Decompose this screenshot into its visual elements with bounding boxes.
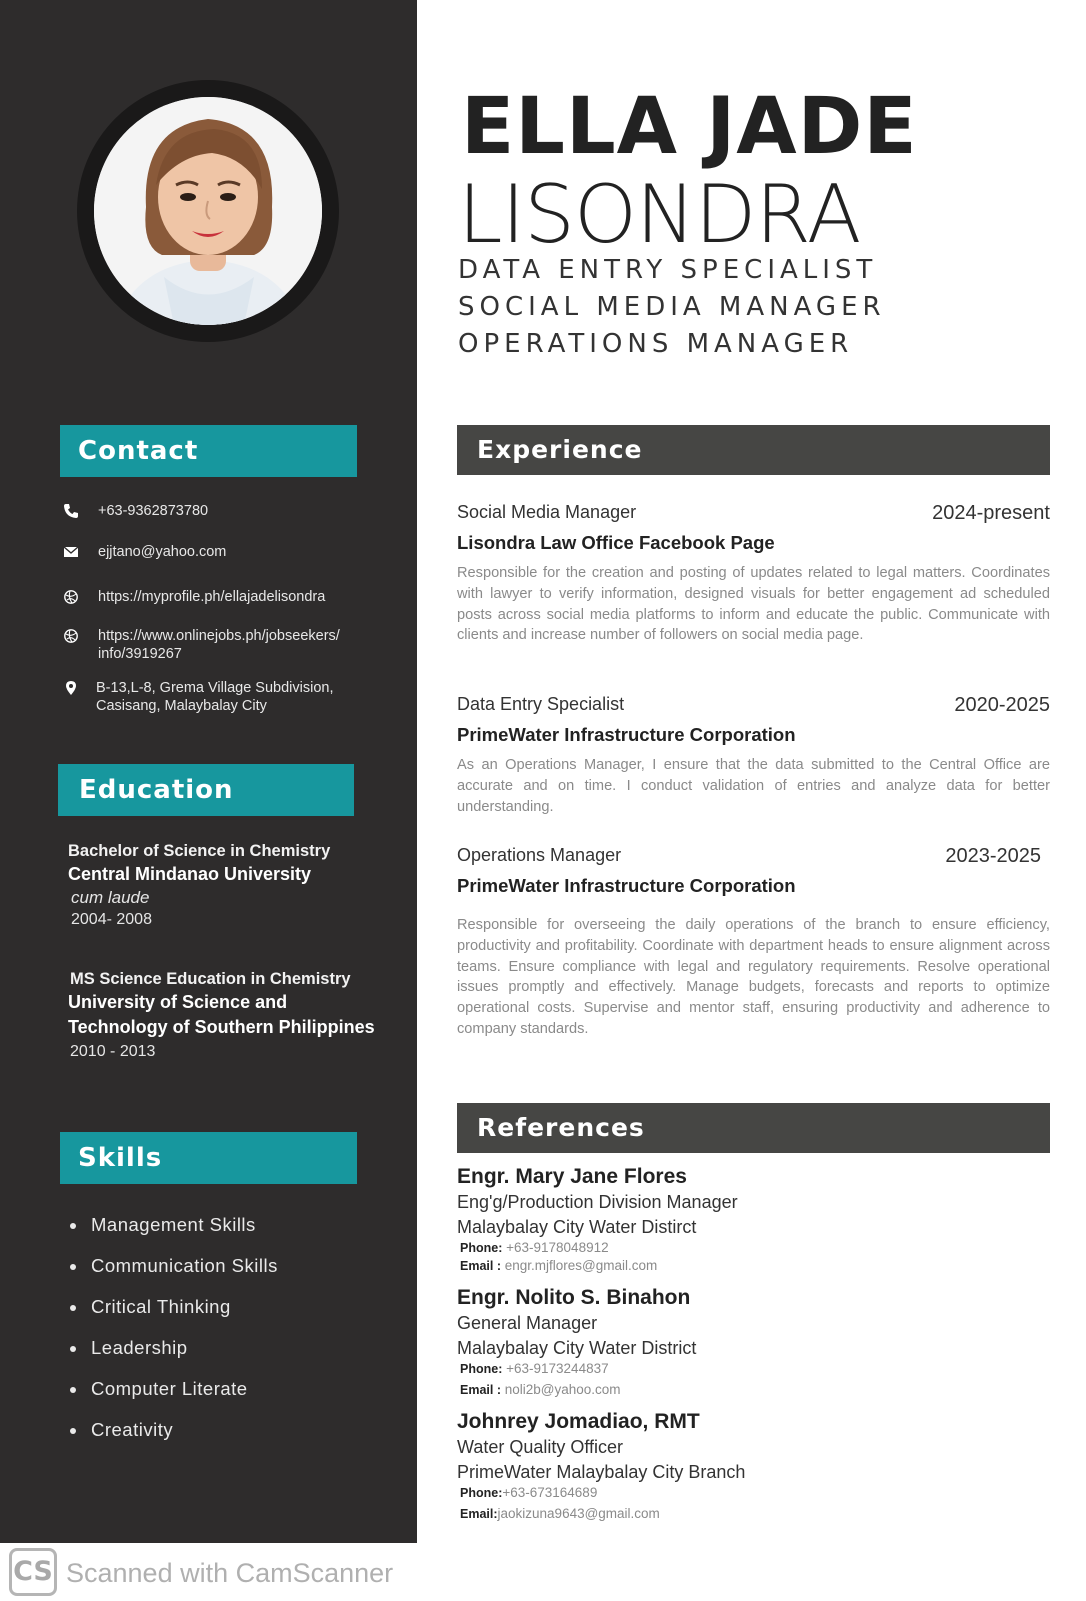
job-role: Data Entry Specialist [457, 694, 625, 714]
ref-phone[interactable]: +63-673164689 [502, 1485, 598, 1500]
website2-line2: info/3919267 [98, 646, 182, 662]
last-name: LISONDRA [458, 168, 861, 261]
job-title: DATA ENTRY SPECIALIST [458, 255, 878, 285]
contact-address [96, 679, 401, 715]
job-description: Responsible for the creation and posting of updates related to legal matters. Coordinates with lawyer to verify information, designed visuals for better engagement ad scheduled posts across social media platforms to inform and educate the public. Communicate with clients and increase number of followers on social media page. [457, 565, 1050, 644]
edu-school: Central Mindanao University [68, 864, 312, 884]
skill-item: Computer Literate [70, 1376, 278, 1417]
phone-label: Phone: [460, 1362, 503, 1376]
website2-line1: https://www.onlinejobs.ph/jobseekers/ [98, 628, 340, 644]
ref-organization: Malaybalay City Water Distirct [457, 1216, 697, 1237]
job-role: Operations Manager [457, 845, 622, 865]
skill-item: Critical Thinking [70, 1294, 278, 1335]
skill-item: Creativity [70, 1417, 278, 1458]
email-label: Email : [460, 1259, 501, 1273]
sidebar [0, 0, 417, 1543]
edu-degree: MS Science Education in Chemistry [70, 970, 351, 988]
reference-item [457, 1285, 1050, 1399]
contact-website-onlinejobs[interactable] [98, 627, 403, 663]
education-item-masters [70, 968, 415, 1064]
contact-heading: Contact [60, 425, 357, 477]
location-pin-icon [63, 680, 79, 696]
job-title: OPERATIONS MANAGER [458, 329, 854, 359]
camscanner-logo-icon: CS [9, 1548, 57, 1596]
ref-email-row [457, 1257, 1050, 1275]
ref-email-row [457, 1381, 1050, 1399]
portrait-illustration [94, 97, 322, 325]
ref-phone[interactable]: +63-9178048912 [506, 1240, 609, 1255]
reference-item [457, 1164, 1050, 1275]
job-titles [458, 252, 886, 363]
ref-phone[interactable]: +63-9173244837 [506, 1361, 609, 1376]
experience-heading: Experience [457, 425, 1050, 475]
ref-email-row [457, 1505, 1050, 1523]
ref-position: Eng'g/Production Division Manager [457, 1192, 738, 1212]
ref-position: Water Quality Officer [457, 1437, 624, 1457]
job-title: SOCIAL MEDIA MANAGER [458, 292, 886, 322]
job-description: As an Operations Manager, I ensure that the data submitted to the Central Office are accurate and on time. I conduct validation of entries and analyze data for better understanding. [457, 757, 1050, 815]
education-item-bachelor [68, 840, 413, 932]
job-role: Social Media Manager [457, 502, 637, 522]
job-date: 2023-2025 [945, 845, 1041, 867]
job-company: Lisondra Law Office Facebook Page [457, 532, 775, 553]
email-label: Email : [460, 1383, 501, 1397]
address-line2: Casisang, Malaybalay City [96, 698, 267, 714]
skill-item: Communication Skills [70, 1253, 278, 1294]
job-date: 2024-present [932, 502, 1050, 524]
first-name: ELLA JADE [461, 82, 918, 172]
edu-honor: cum laude [71, 888, 150, 907]
ref-email[interactable]: noli2b@yahoo.com [504, 1382, 621, 1397]
edu-school-line1: University of Science and [68, 992, 288, 1012]
ref-name: Engr. Nolito S. Binahon [457, 1286, 691, 1309]
references-heading: References [457, 1103, 1050, 1153]
camscanner-watermark: Scanned with CamScanner [66, 1558, 394, 1588]
ref-organization: PrimeWater Malaybalay City Branch [457, 1461, 746, 1482]
skill-item: Management Skills [70, 1212, 278, 1253]
contact-phone[interactable]: +63-9362873780 [98, 503, 209, 519]
globe-icon [63, 628, 79, 644]
job-company: PrimeWater Infrastructure Corporation [457, 875, 796, 896]
experience-item [457, 500, 1050, 646]
job-date: 2020-2025 [954, 694, 1050, 716]
profile-photo [94, 97, 322, 325]
address-line1: B-13,L-8, Grema Village Subdivision, [96, 680, 334, 696]
ref-position: General Manager [457, 1313, 598, 1333]
globe-icon [63, 589, 79, 605]
ref-phone-row [457, 1360, 1050, 1378]
ref-name: Engr. Mary Jane Flores [457, 1165, 687, 1188]
edu-years: 2010 - 2013 [70, 1043, 156, 1060]
edu-school-line2: Technology of Southern Philippines [68, 1017, 375, 1037]
email-label: Email: [460, 1507, 498, 1521]
edu-degree: Bachelor of Science in Chemistry [68, 842, 331, 860]
skill-item: Leadership [70, 1335, 278, 1376]
ref-name: Johnrey Jomadiao, RMT [457, 1410, 700, 1433]
phone-icon [63, 503, 79, 519]
envelope-icon [63, 544, 79, 560]
skills-list [70, 1212, 278, 1458]
contact-website-profile[interactable]: https://myprofile.ph/ellajadelisondra [98, 589, 326, 605]
experience-item [457, 692, 1050, 817]
job-description: Responsible for overseeing the daily operations of the branch to ensure efficiency, productivity and profitability. Coordinate with department heads to ensure alignment across teams. Ensure compliance with legal and regulatory requirements. Resolve operational issues promptly and effectively. Manage budgets, forecasts and reports to optimize operational costs. Supervise and mentor staff, ensuring productivity and adherence to company standards. [457, 917, 1050, 1037]
phone-label: Phone: [460, 1241, 503, 1255]
ref-email[interactable]: engr.mjflores@gmail.com [504, 1258, 658, 1273]
skills-heading: Skills [60, 1132, 357, 1184]
contact-email[interactable]: ejjtano@yahoo.com [98, 544, 227, 560]
reference-item [457, 1409, 1050, 1523]
ref-email[interactable]: jaokizuna9643@gmail.com [497, 1506, 660, 1521]
job-company: PrimeWater Infrastructure Corporation [457, 724, 796, 745]
phone-label: Phone: [460, 1486, 503, 1500]
ref-organization: Malaybalay City Water District [457, 1337, 697, 1358]
experience-item [457, 843, 1050, 1040]
ref-phone-row [457, 1239, 1050, 1257]
profile-photo-frame [77, 80, 339, 342]
ref-phone-row [457, 1484, 1050, 1502]
education-heading: Education [58, 764, 354, 816]
edu-years: 2004- 2008 [71, 911, 152, 928]
